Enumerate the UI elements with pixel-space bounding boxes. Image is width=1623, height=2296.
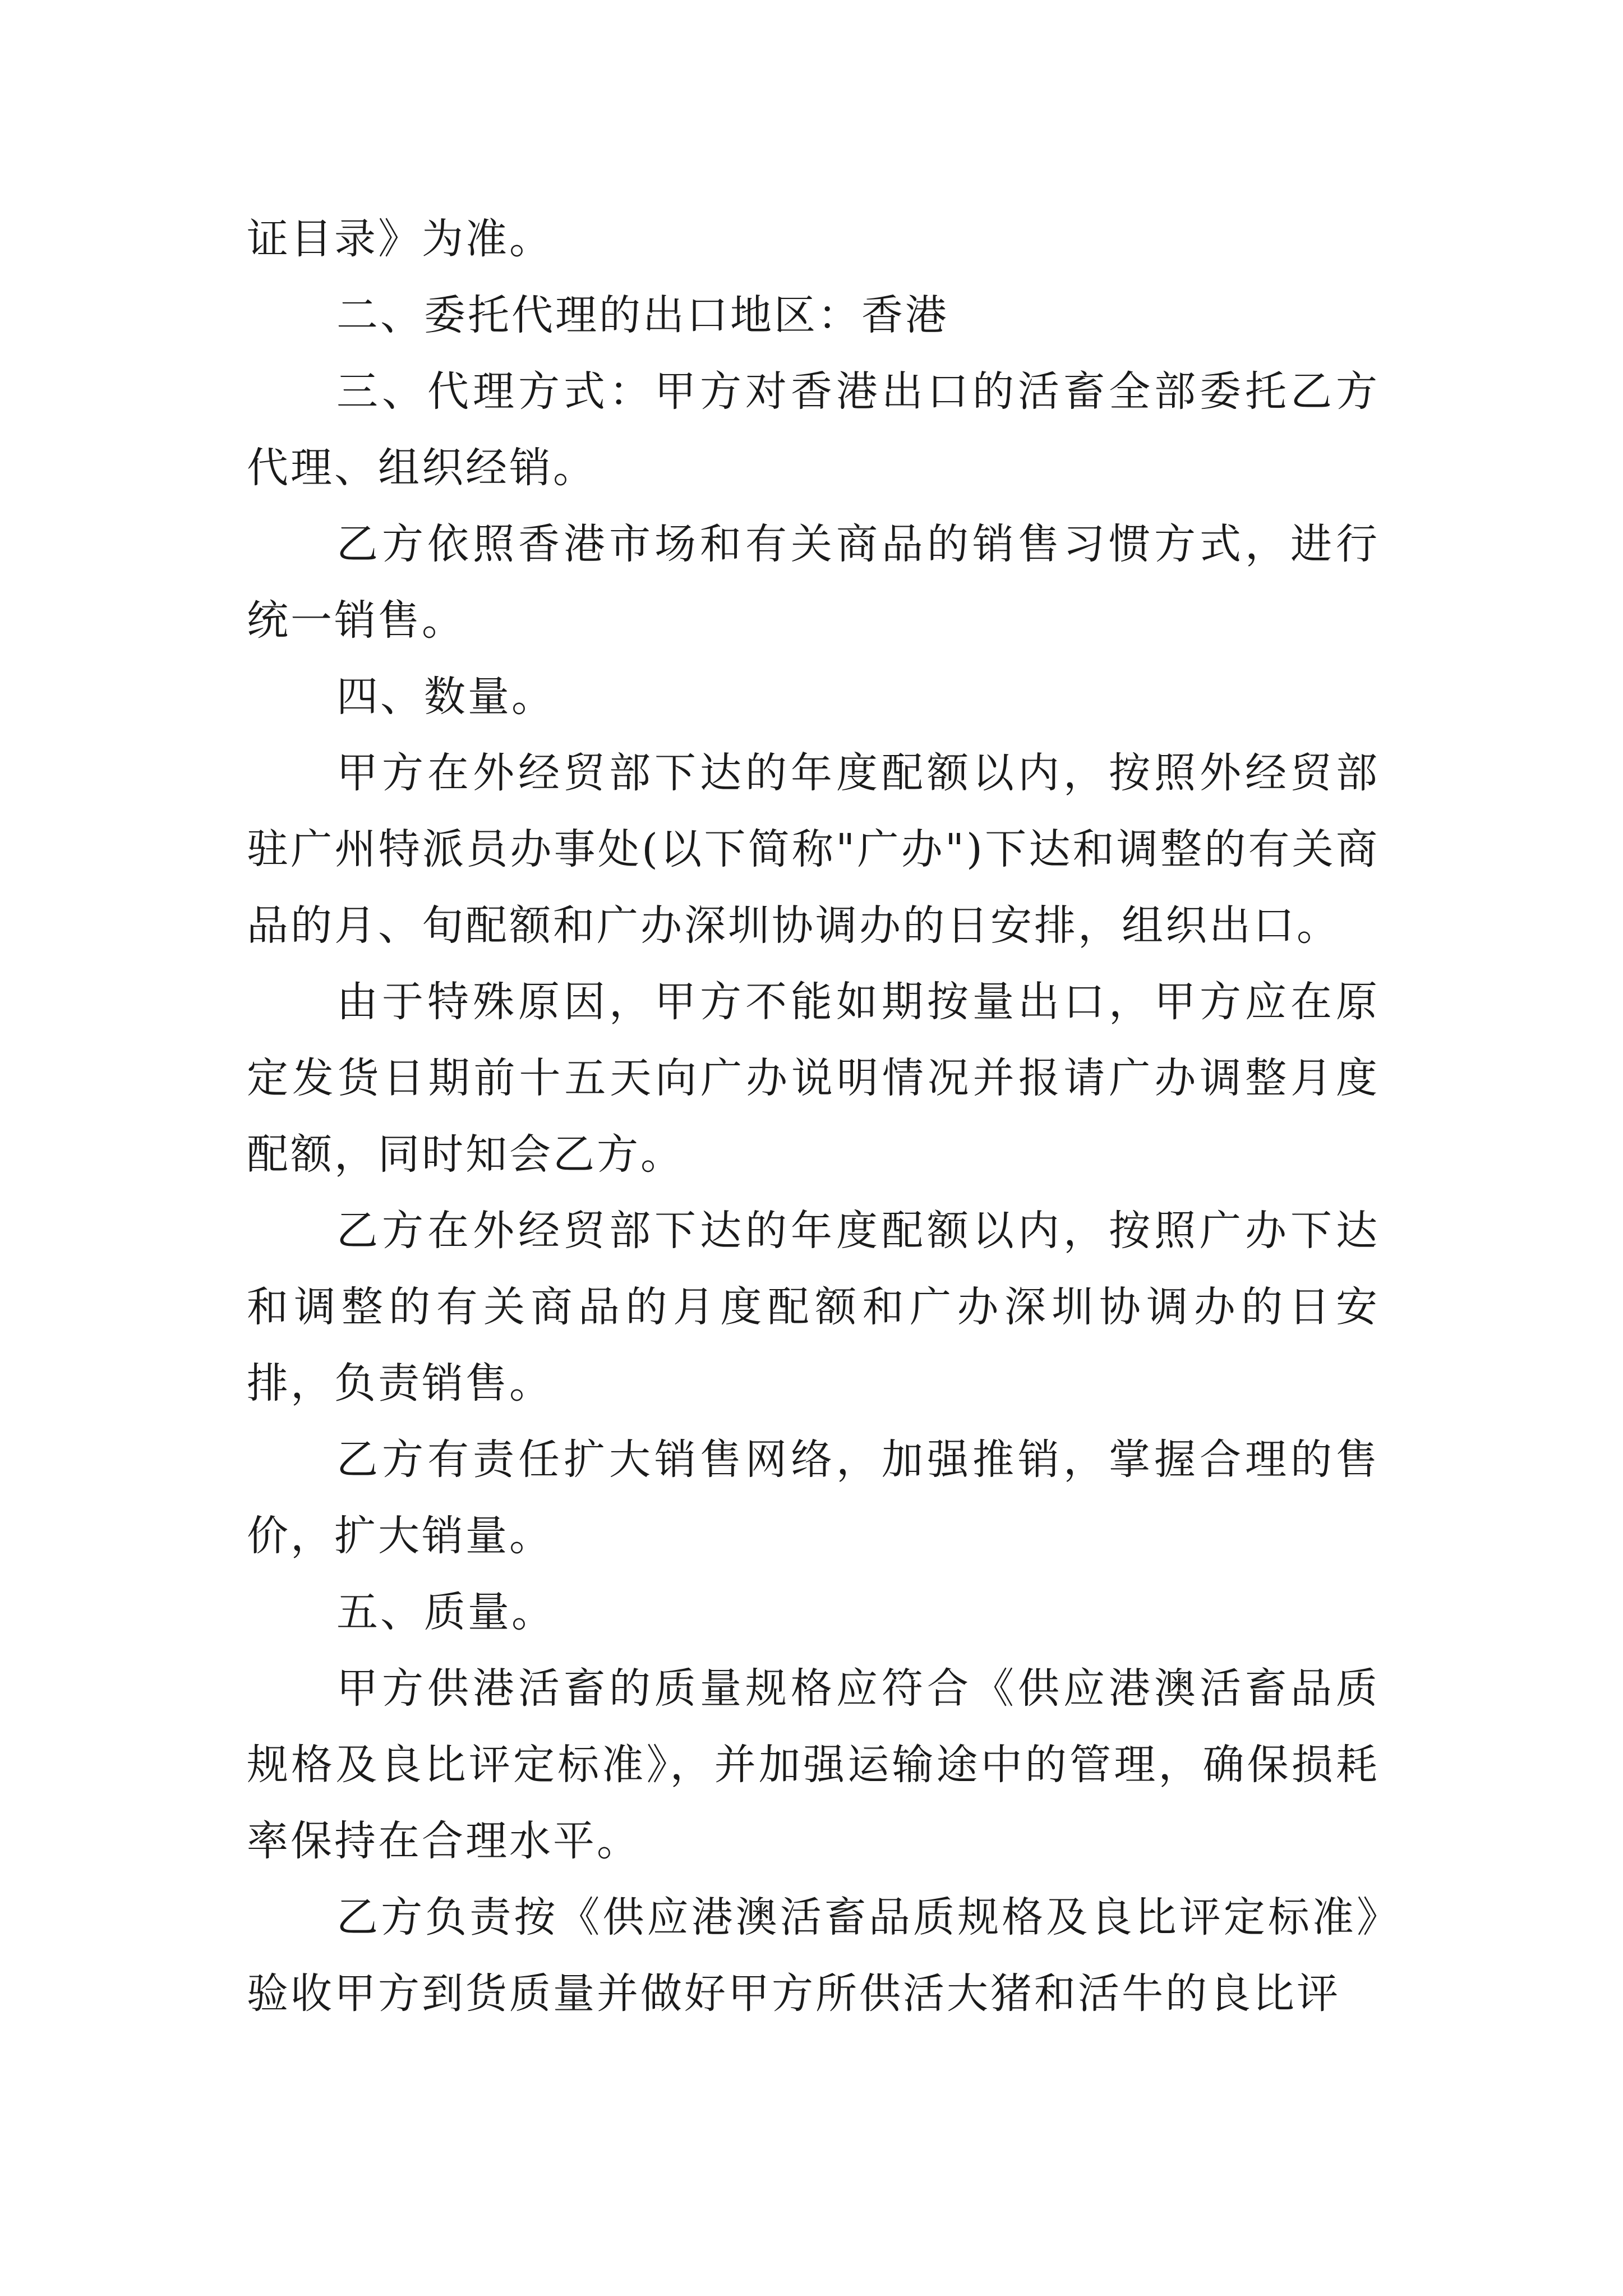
paragraph-3: 三、代理方式：甲方对香港出口的活畜全部委托乙方代理、组织经销。 xyxy=(247,367,1380,492)
paragraph-12: 乙方负责按《供应港澳活畜品质规格及良比评定标准》验收甲方到货质量并做好甲方所供活大猪和活牛的良比评 xyxy=(247,1893,1380,2018)
paragraph-11: 甲方供港活畜的质量规格应符合《供应港澳活畜品质规格及良比评定标准》，并加强运输途中的管理，确保损耗率保持在合理水平。 xyxy=(247,1664,1380,1865)
document-body xyxy=(247,201,1380,2032)
paragraph-7: 由于特殊原因，甲方不能如期按量出口，甲方应在原定发货日期前十五天向广办说明情况并报请广办调整月度配额，同时知会乙方。 xyxy=(247,978,1380,1179)
paragraph-6: 甲方在外经贸部下达的年度配额以内，按照外经贸部驻广州特派员办事处(以下简称"广办")下达和调整的有关商品的月、旬配额和广办深圳协调办的日安排，组织出口。 xyxy=(247,749,1380,950)
paragraph-5: 四、数量。 xyxy=(336,673,555,721)
paragraph-8: 乙方在外经贸部下达的年度配额以内，按照广办下达和调整的有关商品的月度配额和广办深圳协调办的日安排，负责销售。 xyxy=(247,1207,1380,1407)
paragraph-9: 乙方有责任扩大销售网络，加强推销，掌握合理的售价，扩大销量。 xyxy=(247,1435,1380,1560)
paragraph-2: 二、委托代理的出口地区：香港 xyxy=(336,291,949,339)
paragraph-10: 五、质量。 xyxy=(336,1588,555,1636)
paragraph-1: 证目录》为准。 xyxy=(247,215,553,263)
paragraph-4: 乙方依照香港市场和有关商品的销售习惯方式，进行统一销售。 xyxy=(247,520,1380,645)
